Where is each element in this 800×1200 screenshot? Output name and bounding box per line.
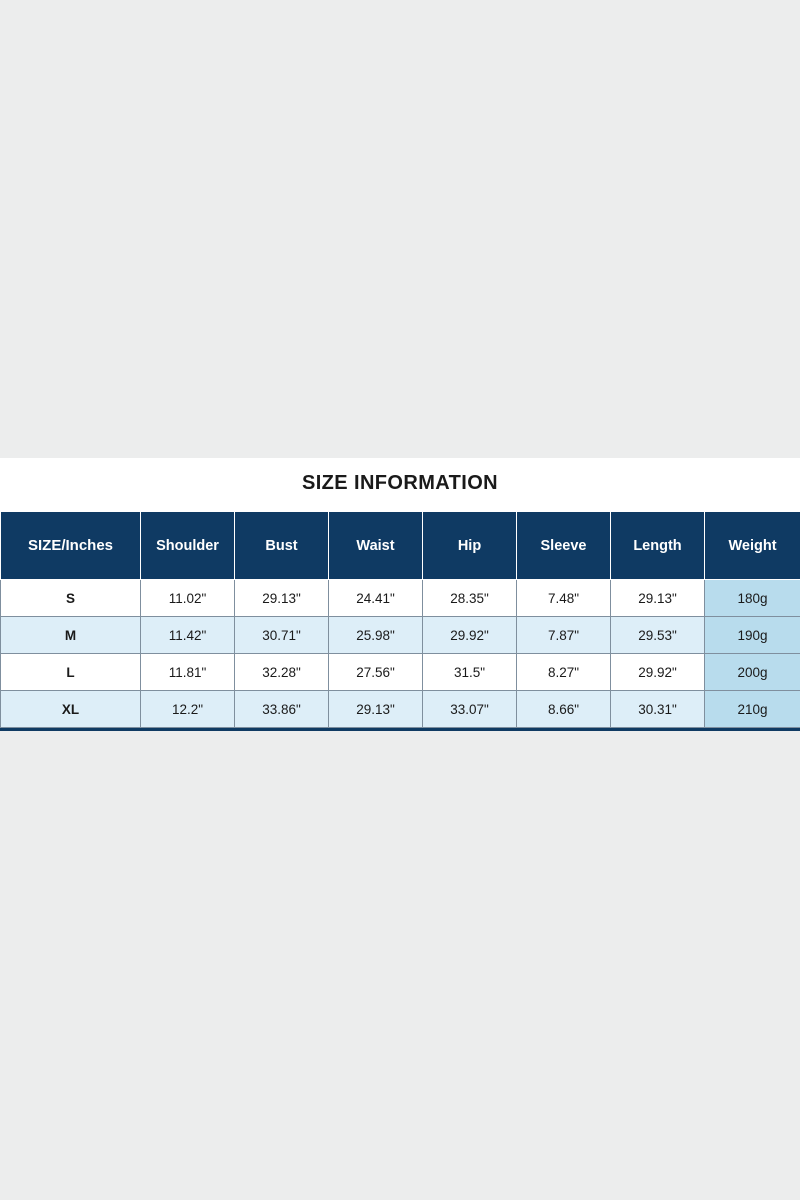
cell-shoulder: 11.02" (141, 580, 235, 617)
cell-hip: 29.92" (423, 617, 517, 654)
cell-length: 30.31" (611, 691, 705, 728)
cell-waist: 29.13" (329, 691, 423, 728)
cell-waist: 24.41" (329, 580, 423, 617)
column-header-size: SIZE/Inches (1, 512, 141, 580)
cell-hip: 33.07" (423, 691, 517, 728)
column-header-weight: Weight (705, 512, 800, 580)
cell-weight: 190g (705, 617, 800, 654)
page-title: SIZE INFORMATION (301, 472, 499, 494)
table-row (1, 617, 800, 654)
cell-bust: 29.13" (235, 580, 329, 617)
cell-weight: 210g (705, 691, 800, 728)
cell-hip: 28.35" (423, 580, 517, 617)
cell-length: 29.53" (611, 617, 705, 654)
cell-weight: 200g (705, 654, 800, 691)
cell-size: S (1, 580, 141, 617)
table-row (1, 691, 800, 728)
column-header-hip: Hip (423, 512, 517, 580)
column-header-bust: Bust (235, 512, 329, 580)
cell-size: M (1, 617, 141, 654)
cell-length: 29.92" (611, 654, 705, 691)
cell-size: XL (1, 691, 141, 728)
table-row (1, 580, 800, 617)
cell-hip: 31.5" (423, 654, 517, 691)
table-header (1, 512, 800, 580)
table-header-row (1, 512, 800, 580)
cell-shoulder: 11.42" (141, 617, 235, 654)
cell-bust: 33.86" (235, 691, 329, 728)
column-header-length: Length (611, 512, 705, 580)
table-row (1, 654, 800, 691)
cell-waist: 25.98" (329, 617, 423, 654)
cell-sleeve: 7.48" (517, 580, 611, 617)
column-header-waist: Waist (329, 512, 423, 580)
cell-size: L (1, 654, 141, 691)
cell-sleeve: 8.66" (517, 691, 611, 728)
cell-bust: 30.71" (235, 617, 329, 654)
column-header-shoulder: Shoulder (141, 512, 235, 580)
cell-sleeve: 7.87" (517, 617, 611, 654)
cell-bust: 32.28" (235, 654, 329, 691)
cell-weight: 180g (705, 580, 800, 617)
cell-length: 29.13" (611, 580, 705, 617)
table-body (1, 580, 800, 728)
cell-shoulder: 12.2" (141, 691, 235, 728)
cell-sleeve: 8.27" (517, 654, 611, 691)
column-header-sleeve: Sleeve (517, 512, 611, 580)
size-chart-table (0, 511, 800, 728)
size-information-panel (0, 458, 800, 731)
cell-waist: 27.56" (329, 654, 423, 691)
cell-shoulder: 11.81" (141, 654, 235, 691)
table-bottom-divider (0, 728, 800, 731)
